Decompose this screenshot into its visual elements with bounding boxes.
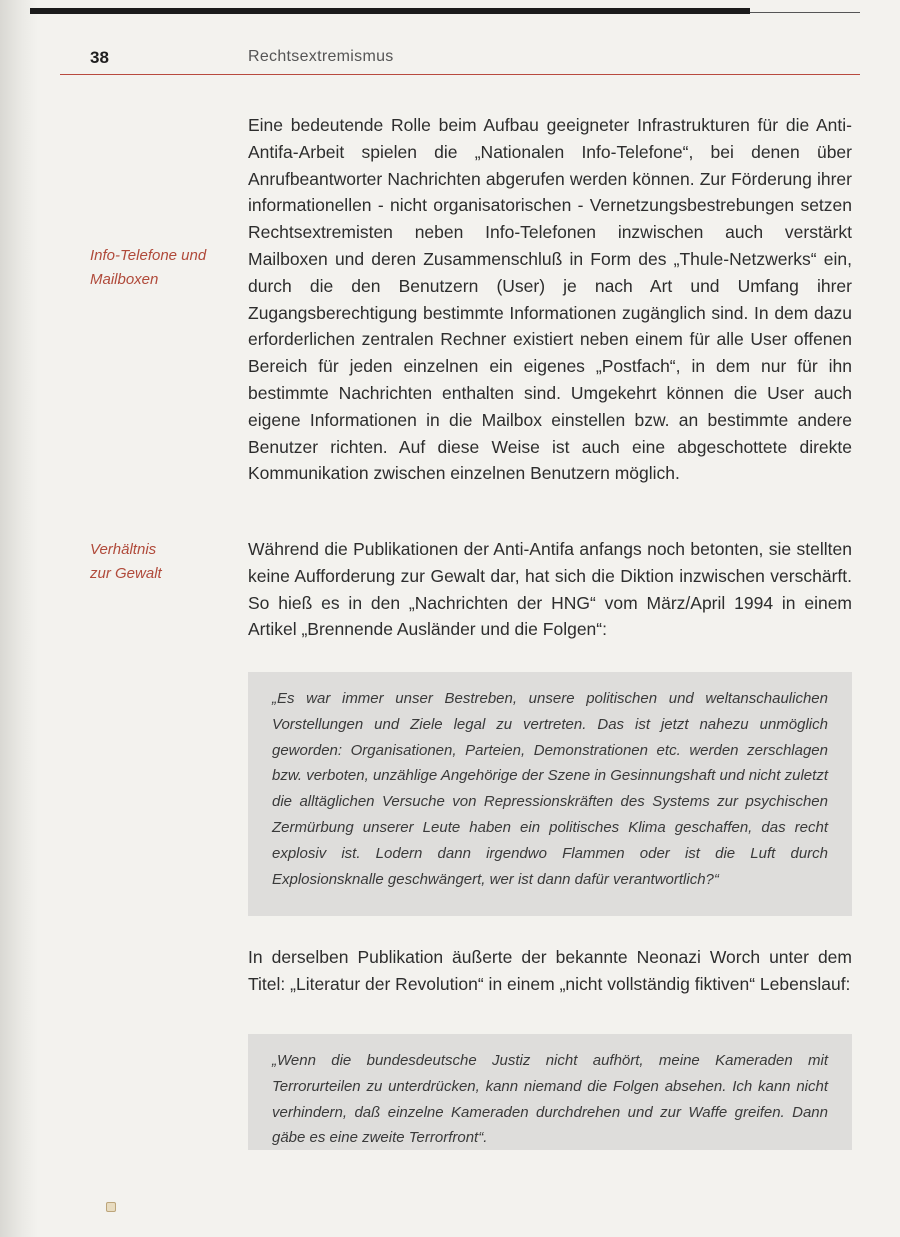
page-binding-shadow: [0, 0, 38, 1237]
quote-text: „Es war immer unser Bestreben, unsere politischen und weltanschaulichen Vorstellungen und Ziele legal zu vertreten. Das ist jetzt nahezu unmöglich geworden: Organisationen, Parteien, Demonstrationen etc. werden zerschlagen bzw. verboten, unzählige Angehörige der Szene in Gesinnungshaft und nicht zuletzt die alltäglichen Versuche von Repressionskräften des Systems zur psychischen Zermürbung unserer Leute haben ein politisches Klima geschaffen, das recht explosiv ist. Lodern dann irgendwo Flammen oder ist die Luft durch Explosionsknalle geschwängert, wer ist dann dafür verantwortlich?“: [272, 690, 828, 888]
margin-note-line: Info-Telefone und: [90, 247, 207, 264]
header-rule: [60, 74, 860, 75]
paragraph-gewalt: Während die Publikationen der Anti-Antifa anfangs noch betonten, sie stellten keine Aufforderung zur Gewalt dar, hat sich die Diktion inzwischen verschärft. So hieß es in den „Nachrichten der HNG“ vom März/April 1994 in einem Artikel „Brennende Ausländer und die Folgen“:: [248, 539, 852, 640]
quote-box-hng: [248, 672, 852, 916]
margin-note-line: Mailboxen: [90, 271, 159, 288]
corner-mark: [106, 1202, 116, 1212]
margin-note-info-telefone: [90, 244, 240, 292]
running-title: Rechtsextremismus: [248, 48, 394, 65]
quote-text: „Wenn die bundesdeutsche Justiz nicht aufhört, meine Kameraden mit Terrorurteilen zu unterdrücken, kann niemand die Folgen absehen. Ich kann nicht verhindern, daß einzelne Kameraden durchdrehen und zur Waffe greifen. Dann gäbe es eine zweite Terrorfront“.: [272, 1052, 828, 1147]
top-rule-thin: [750, 12, 860, 13]
margin-note-line: Verhältnis: [90, 541, 157, 558]
margin-note-gewalt: [90, 538, 240, 586]
quote-box-worch: [248, 1034, 852, 1150]
page-number: 38: [90, 48, 109, 67]
paragraph-worch: In derselben Publikation äußerte der bekannte Neonazi Worch unter dem Titel: „Literatur der Revolution“ in einem „nicht vollständig fiktiven“ Lebenslauf:: [248, 947, 852, 994]
paragraph-mailboxen: Eine bedeutende Rolle beim Aufbau geeigneter Infrastrukturen für die Anti-Antifa-Arbeit spielen die „Nationalen Info-Telefone“, bei denen über Anrufbeantworter Nachrichten abgerufen werden können. Zur Förderung ihrer informationellen - nicht organisatorischen - Vernetzungsbestrebungen setzen Rechtsextremisten neben Info-Telefonen inzwischen auch verstärkt Mailboxen und deren Zusammenschluß in Form des „Thule-Netzwerks“ ein, durch die den Benutzern (User) je nach Art und Umfang ihrer Zugangsberechtigung bestimmte Informationen zugänglich sind. In dem dazu erforderlichen zentralen Rechner existiert neben einem für alle User offenen Bereich für jeden einzelnen ein eigenes „Postfach“, in dem nur für ihn bestimmte Nachrichten enthalten sind. Umgekehrt können die User auch eigene Informationen in die Mailbox einstellen bzw. an bestimmte andere Benutzer richten. Auf diese Weise ist auch eine abgeschottete direkte Kommunikation zwischen einzelnen Benutzern möglich.: [248, 115, 852, 484]
margin-note-line: zur Gewalt: [90, 565, 162, 582]
top-rule: [30, 8, 750, 14]
